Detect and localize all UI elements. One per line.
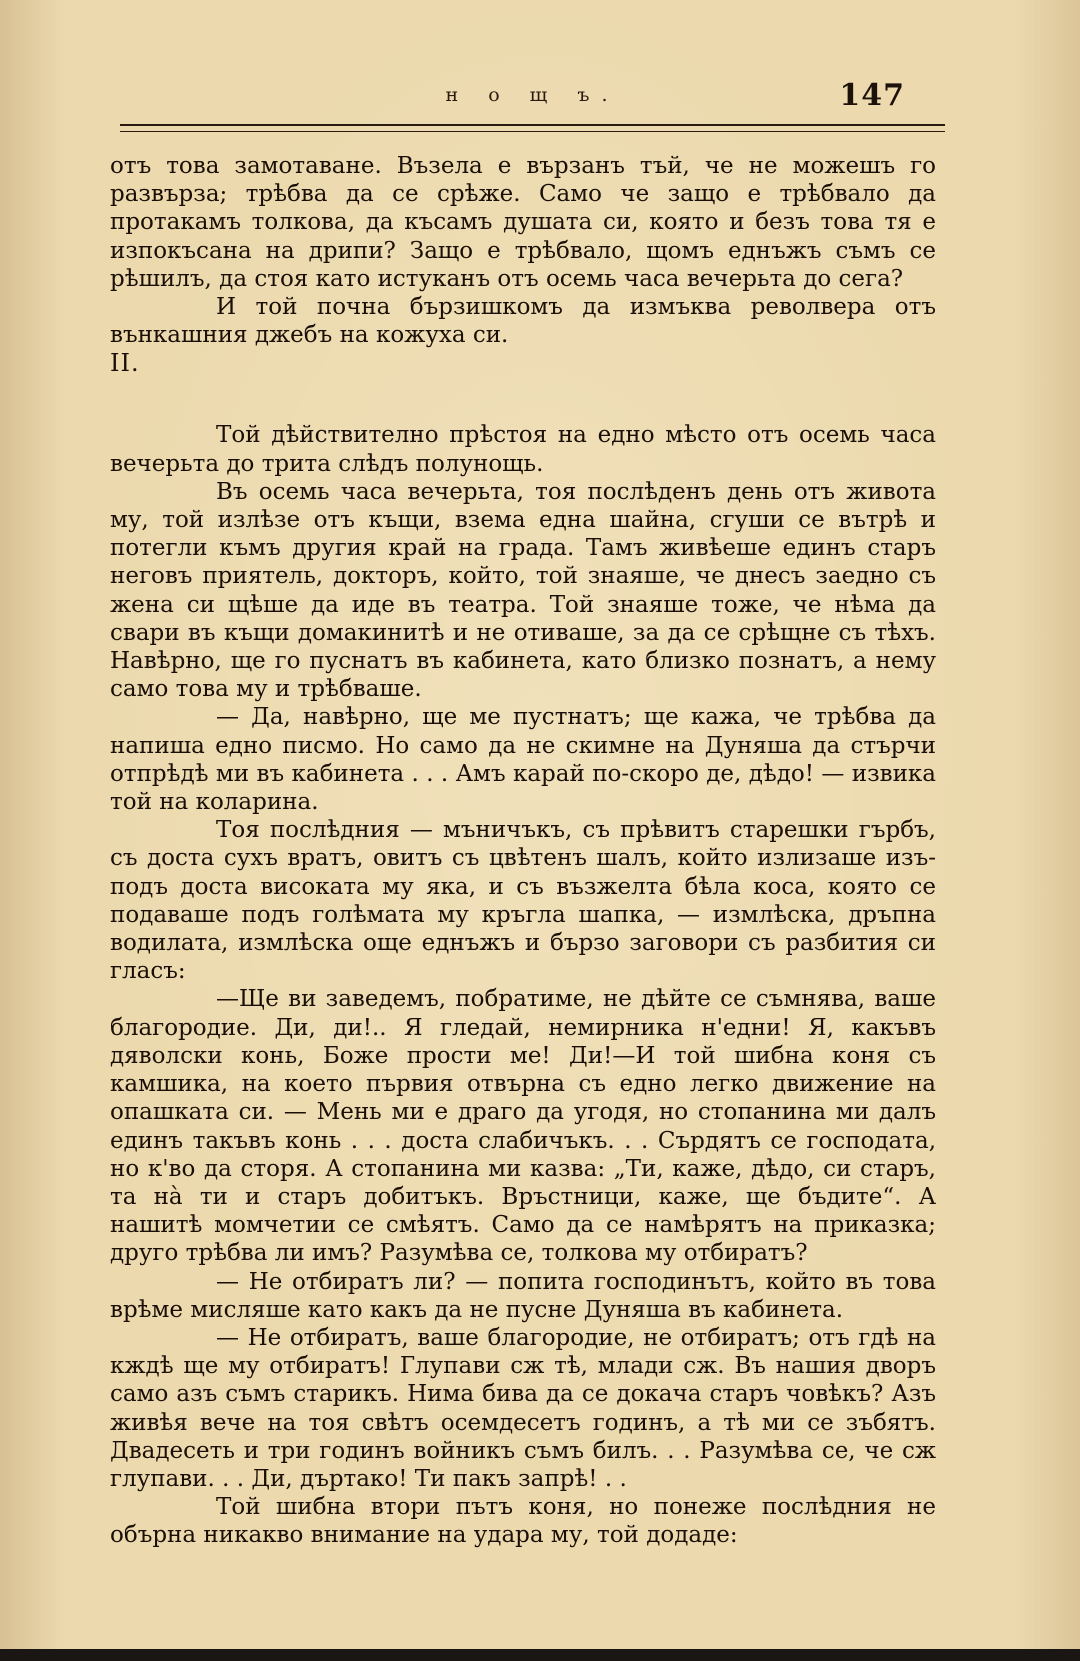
section-spacer [110,377,936,421]
paragraph-dialogue-2: —Ще ви заведемъ, побратиме, не дѣйте се съмнява, ваше благородие. Ди, ди!.. Я гледай, немирника н'едни! Я, какъвъ дяволски конь, Боже прости ме! Ди!—И той шибна коня съ камшика, на което първия отвърна съ едно легко движение на опашката си. — Мень ми е драго да угодя, но стопанина ми далъ единъ такъвъ конь . . . доста слабичъкъ. . . Сърдятъ се господата, но к'во да сторя. А стопанина ми казва: „Ти, каже, дѣдо, си старъ, та на̀ ти и старъ добитъкъ. Връстници, каже, ще бъдите“. А нашитѣ момчетии се смѣятъ. Само да се намѣрятъ на приказка; друго трѣбва ли имъ? Разумѣва се, толкова му отбиратъ? [110,986,936,1267]
paragraph-stood: Той дѣйствително прѣстоя на едно мѣсто отъ осемь часа вечерьта до трита слѣдъ полунощь. [110,422,936,477]
paragraph-eight-oclock: Въ осемь часа вечерьта, тоя послѣденъ день отъ живота му, той излѣзе отъ къщи, взема една шайна, сгуши се вътрѣ и потегли къмъ другия край на града. Тамъ живѣеше единъ старъ неговъ приятель, докторъ, който, той знаяше, че днесъ заедно съ жена си щѣше да иде въ театра. Той знаяше тоже, че нѣма да свари въ къщи домакинитѣ и не отиваше, за да се срѣщне съ тѣхъ. Навѣрно, ще го пуснатъ въ кабинета, като близко познатъ, а нему само това му и трѣбваше. [110,478,936,703]
paragraph-final: Той шибна втори пътъ коня, но понеже послѣдния не обърна никакво внимание на удара му, той додаде: [110,1494,936,1549]
header-rule [120,124,945,132]
paragraph-dialogue-3: — Не отбиратъ ли? — попита господинътъ, който въ това врѣме мисляше като какъ да не пусне Дуняша въ кабинета. [110,1268,936,1323]
paragraph-continuation: отъ това замотаване. Възела е вързанъ тъй, че не можешъ го развърза; трѣбва да се срѣже. Само че защо е трѣбвало да протакамъ толкова, да късамъ душата си, която и безъ това тя е изпокъсана на дрипи? Защо е трѣбвало, щомъ еднъжъ съмъ се рѣшилъ, да стоя като истуканъ отъ осемь часа вечерьта до сега? [110,153,936,292]
scan-bottom-edge [0,1649,1080,1661]
page-header [120,78,945,126]
paragraph-dialogue-4: — Не отбиратъ, ваше благородие, не отбиратъ; отъ гдѣ на кждѣ ще му отбиратъ! Глупави сж тѣ, млади сж. Въ нашия дворъ само азъ съмъ старикъ. Нима бива да се докача старъ човѣкъ? Азъ живѣя вече на тоя свѣтъ осемдесетъ годинъ, а тѣ ми се зъбятъ. Двадесеть и три годинъ войникъ съмъ билъ. . . Разумѣва се, че сж глупави. . . Ди, дъртако! Ти пакъ запрѣ! . . [110,1324,936,1492]
paragraph-revolver: И той почна бързишкомъ да измъква револвера отъ вънкашния джебъ на кожуха си. [110,294,936,349]
section-heading: II. [110,349,140,378]
body-text [110,152,936,1550]
running-title: н о щ ъ. [445,84,620,106]
paragraph-dialogue-1: — Да, навѣрно, ще ме пустнатъ; ще кажа, че трѣбва да напиша едно писмо. Но само да не скимне на Дуняша да стърчи отпрѣдѣ ми въ кабинета . . . Амъ карай по-скоро де, дѣдо! — извика той на коларина. [110,704,936,816]
paragraph-coachman: Тоя послѣдния — мъничъкъ, съ прѣвитъ старешки гърбъ, съ доста сухъ вратъ, овитъ съ цвѣтенъ шалъ, който излизаше изъ-подъ доста високата му яка, и съ възжелта бѣла коса, която се подаваше подъ голѣмата му кръгла шапка, — измлѣска, дръпна водилата, измлѣска още еднъжъ и бързо заговори съ разбития си гласъ: [110,817,936,985]
page-number: 147 [839,78,905,113]
